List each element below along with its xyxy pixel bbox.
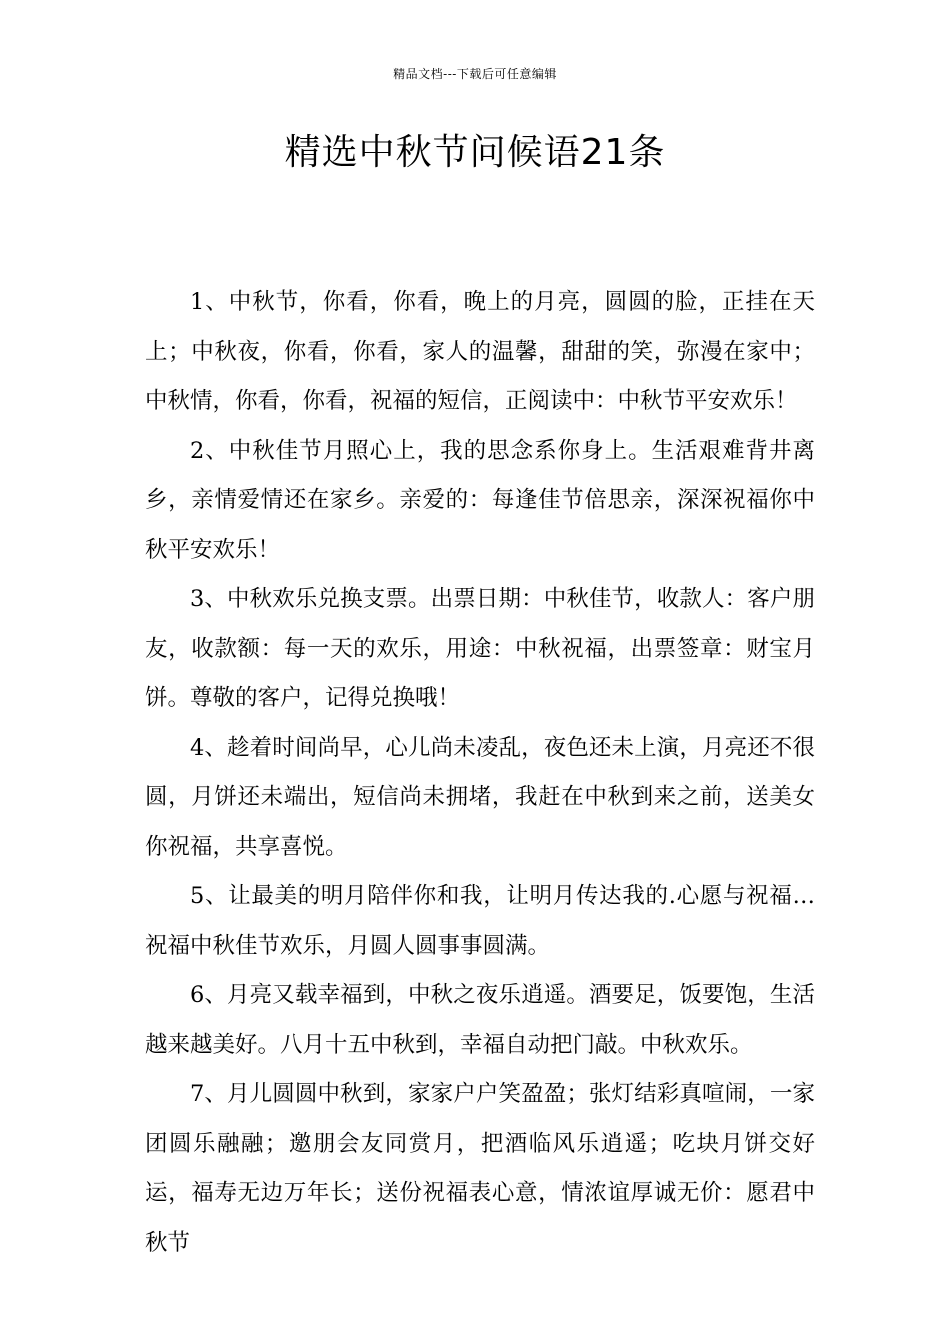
header-note: 精品文档---下载后可任意编辑 (393, 67, 557, 81)
paragraph-1: 1、中秋节，你看，你看，晚上的月亮，圆圆的脸，正挂在天上；中秋夜，你看，你看，家人的温馨，甜甜的笑，弥漫在家中；中秋情，你看，你看，祝福的短信，正阅读中：中秋节平安欢乐！ (145, 289, 815, 414)
paragraph-2: 2、中秋佳节月照心上，我的思念系你身上。生活艰难背井离乡，亲情爱情还在家乡。亲爱的：每逢佳节倍思亲，深深祝福你中秋平安欢乐！ (145, 437, 815, 563)
paragraph-6: 6、月亮又载幸福到，中秋之夜乐逍遥。酒要足，饭要饱，生活越来越美好。八月十五中秋到，幸福自动把门敲。中秋欢乐。 (145, 982, 815, 1058)
paragraph-3: 3、中秋欢乐兑换支票。出票日期：中秋佳节，收款人：客户朋友，收款额：每一天的欢乐，用途：中秋祝福，出票签章：财宝月饼。尊敬的客户，记得兑换哦！ (145, 586, 815, 711)
document-body (145, 278, 815, 1268)
paragraph-5: 5、让最美的明月陪伴你和我，让明月传达我的.心愿与祝福…祝福中秋佳节欢乐，月圆人圆事事圆满。 (145, 883, 815, 959)
page-title: 精选中秋节问候语21条 (284, 132, 666, 173)
paragraph-4: 4、趁着时间尚早，心儿尚未凌乱，夜色还未上演，月亮还不很圆，月饼还未端出，短信尚未拥堵，我赶在中秋到来之前，送美女你祝福，共享喜悦。 (145, 734, 815, 860)
paragraph-7: 7、月儿圆圆中秋到，家家户户笑盈盈；张灯结彩真喧闹，一家团圆乐融融；邀朋会友同赏月，把酒临风乐逍遥；吃块月饼交好运，福寿无边万年长；送份祝福表心意，情浓谊厚诚无价：愿君中秋节 (145, 1081, 815, 1256)
